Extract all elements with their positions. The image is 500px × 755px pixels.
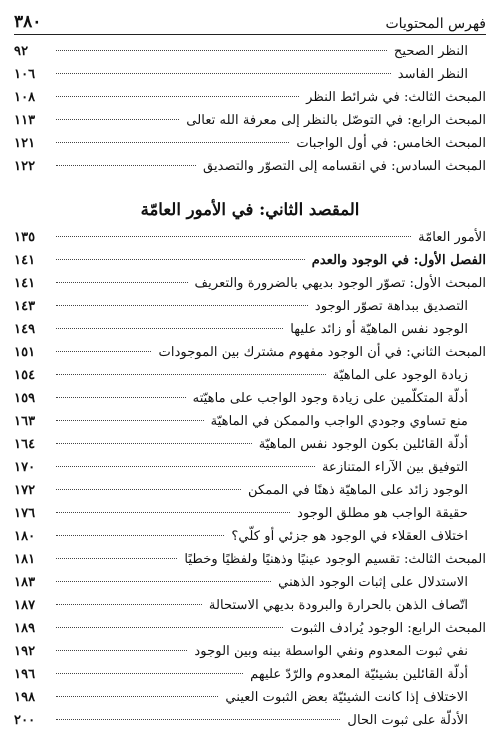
toc-dot-leader	[56, 719, 340, 720]
toc-dot-leader	[56, 374, 326, 375]
toc-entry	[14, 640, 486, 663]
toc-dot-leader	[56, 420, 204, 421]
toc-entry	[14, 456, 486, 479]
toc-dot-leader	[56, 696, 218, 697]
toc-dot-leader	[56, 259, 305, 260]
toc-entry	[14, 479, 486, 502]
toc-entry-title: اختلاف العقلاء في الوجود هو جزئي أو كلّي؟	[231, 529, 468, 544]
toc-entry	[14, 410, 486, 433]
toc-entry	[14, 86, 486, 109]
toc-entry	[14, 502, 486, 525]
toc-entry-title: المبحث الرابع: في التوصّل بالنظر إلى معرفة الله تعالى	[186, 113, 486, 128]
toc-entry	[14, 132, 486, 155]
running-title: فهرس المحتويات	[385, 16, 486, 32]
toc-entry	[14, 663, 486, 686]
toc-entry-title: الفصل الأول: في الوجود والعدم	[311, 253, 486, 268]
toc-entry-title: التصديق ببداهة تصوّر الوجود	[314, 299, 468, 314]
toc-entry-page: ١١٣	[14, 113, 36, 128]
toc-entry	[14, 295, 486, 318]
toc-dot-leader	[56, 466, 315, 467]
toc-entry	[14, 433, 486, 456]
toc-entry	[14, 40, 486, 63]
toc-entry	[14, 571, 486, 594]
toc-entry-page: ٩٢	[14, 44, 29, 59]
toc-entry-page: ١٤١	[14, 276, 36, 291]
toc-dot-leader	[56, 581, 271, 582]
toc-entry-title: أدلّة القائلين بشيئيّة المعدوم والرّدّ عليهم	[250, 667, 468, 682]
toc-dot-leader	[56, 604, 202, 605]
toc-entry-title: المبحث الثالث: في شرائط النظر	[306, 90, 486, 105]
toc-entry-title: المبحث الرابع: الوجود يُرادف الثبوت	[290, 621, 486, 636]
toc-dot-leader	[56, 165, 196, 166]
toc-entry	[14, 525, 486, 548]
toc-entry	[14, 617, 486, 640]
toc-entry	[14, 318, 486, 341]
toc-entry-title: اتّصاف الذهن بالحرارة والبرودة بديهي الاستحالة	[208, 598, 468, 613]
toc-entry-page: ١٧٠	[14, 460, 36, 475]
toc-entry-page: ١٩٢	[14, 644, 36, 659]
toc-entry-title: الأدلّة على ثبوت الحال	[347, 713, 468, 728]
toc-entry-page: ١٧٦	[14, 506, 36, 521]
header-rule	[14, 34, 486, 35]
toc-entry-title: أدلّة القائلين بكون الوجود نفس الماهيّة	[258, 437, 468, 452]
page-number: ٣٨٠	[14, 12, 42, 32]
toc-entry-page: ١٠٦	[14, 67, 36, 82]
toc-dot-leader	[56, 512, 290, 513]
toc-entry	[14, 272, 486, 295]
toc-entry-title: أدلّة المتكلّمين على زيادة وجود الواجب على ماهيّته	[192, 391, 468, 406]
toc-entry-title: الأمور العامّة	[418, 230, 486, 245]
toc-entry-page: ١٨٩	[14, 621, 36, 636]
toc-entry-page: ١٨٠	[14, 529, 36, 544]
toc-dot-leader	[56, 650, 187, 651]
toc-dot-leader	[56, 397, 186, 398]
toc-dot-leader	[56, 119, 179, 120]
toc-dot-leader	[56, 282, 188, 283]
toc-entry-page: ١٦٣	[14, 414, 36, 429]
toc-dot-leader	[56, 443, 252, 444]
toc-entry	[14, 226, 486, 249]
toc-entry-title: الوجود زائد على الماهيّة ذهنًا في الممكن	[247, 483, 468, 498]
toc-entry-page: ١٢٢	[14, 159, 36, 174]
toc-entry	[14, 387, 486, 410]
section-heading: المقصد الثاني: في الأمور العامّة	[140, 200, 360, 219]
toc-dot-leader	[56, 535, 224, 536]
toc-entry-title: المبحث الخامس: في أول الواجبات	[296, 136, 486, 151]
toc-entry	[14, 594, 486, 617]
toc-entry-page: ١٦٤	[14, 437, 36, 452]
toc-dot-leader	[56, 50, 387, 51]
toc-dot-leader	[56, 96, 299, 97]
toc-entry-title: المبحث الأول: تصوّر الوجود بديهي بالضرورة والتعريف	[194, 276, 486, 291]
toc-entry-title: النظر الفاسد	[397, 67, 468, 82]
toc-entry-page: ١٩٦	[14, 667, 36, 682]
toc-entry-page: ١٧٢	[14, 483, 36, 498]
toc-entry-page: ١٩٨	[14, 690, 36, 705]
toc-entry-page: ١٥٤	[14, 368, 36, 383]
toc-entry	[14, 364, 486, 387]
toc-entry	[14, 548, 486, 571]
toc-list-bottom	[14, 226, 486, 732]
toc-entry	[14, 686, 486, 709]
toc-entry-title: الوجود نفس الماهيّة أو زائد عليها	[290, 322, 468, 337]
page-header	[14, 6, 486, 32]
toc-entry-page: ١٨٧	[14, 598, 36, 613]
toc-entry	[14, 249, 486, 272]
toc-entry-page: ١٣٥	[14, 230, 36, 245]
toc-entry-page: ٢٠٠	[14, 713, 36, 728]
toc-entry-title: حقيقة الواجب هو مطلق الوجود	[297, 506, 468, 521]
toc-entry-page: ١٥٩	[14, 391, 36, 406]
toc-entry-title: الاختلاف إذا كانت الشيئيّة بعض الثبوت العيني	[225, 690, 468, 705]
toc-entry-title: نفي ثبوت المعدوم ونفي الواسطة بينه وبين الوجود	[194, 644, 468, 659]
toc-entry-title: المبحث الثالث: تقسيم الوجود عينيًا وذهنيًا ولفظيًا وخطيًا	[184, 552, 486, 567]
toc-entry-page: ١٥١	[14, 345, 36, 360]
toc-dot-leader	[56, 558, 177, 559]
toc-dot-leader	[56, 236, 411, 237]
toc-dot-leader	[56, 73, 391, 74]
toc-entry	[14, 709, 486, 732]
toc-entry-title: الاستدلال على إثبات الوجود الذهني	[278, 575, 468, 590]
toc-dot-leader	[56, 305, 308, 306]
toc-list-top	[14, 40, 486, 178]
toc-entry	[14, 155, 486, 178]
toc-entry-title: زيادة الوجود على الماهيّة	[332, 368, 468, 383]
toc-entry-page: ١٨٣	[14, 575, 36, 590]
toc-dot-leader	[56, 328, 283, 329]
toc-dot-leader	[56, 142, 289, 143]
toc-dot-leader	[56, 627, 283, 628]
toc-entry-page: ١٤٩	[14, 322, 36, 337]
toc-dot-leader	[56, 673, 243, 674]
toc-dot-leader	[56, 489, 241, 490]
toc-entry-title: التوفيق بين الآراء المتنازعة	[321, 460, 468, 475]
toc-entry-title: منع تساوي وجودي الواجب والممكن في الماهيّة	[210, 414, 468, 429]
toc-entry-page: ١٨١	[14, 552, 36, 567]
toc-entry-page: ١٤٣	[14, 299, 36, 314]
toc-entry-page: ١٤١	[14, 253, 36, 268]
toc-entry	[14, 109, 486, 132]
toc-entry-page: ١٠٨	[14, 90, 36, 105]
toc-entry-title: المبحث السادس: في انقسامه إلى التصوّر والتصديق	[202, 159, 486, 174]
toc-entry	[14, 341, 486, 364]
toc-entry-page: ١٢١	[14, 136, 36, 151]
toc-entry	[14, 63, 486, 86]
toc-entry-title: النظر الصحيح	[393, 44, 468, 59]
toc-entry-title: المبحث الثاني: في أن الوجود مفهوم مشترك بين الموجودات	[158, 345, 486, 360]
toc-dot-leader	[56, 351, 151, 352]
